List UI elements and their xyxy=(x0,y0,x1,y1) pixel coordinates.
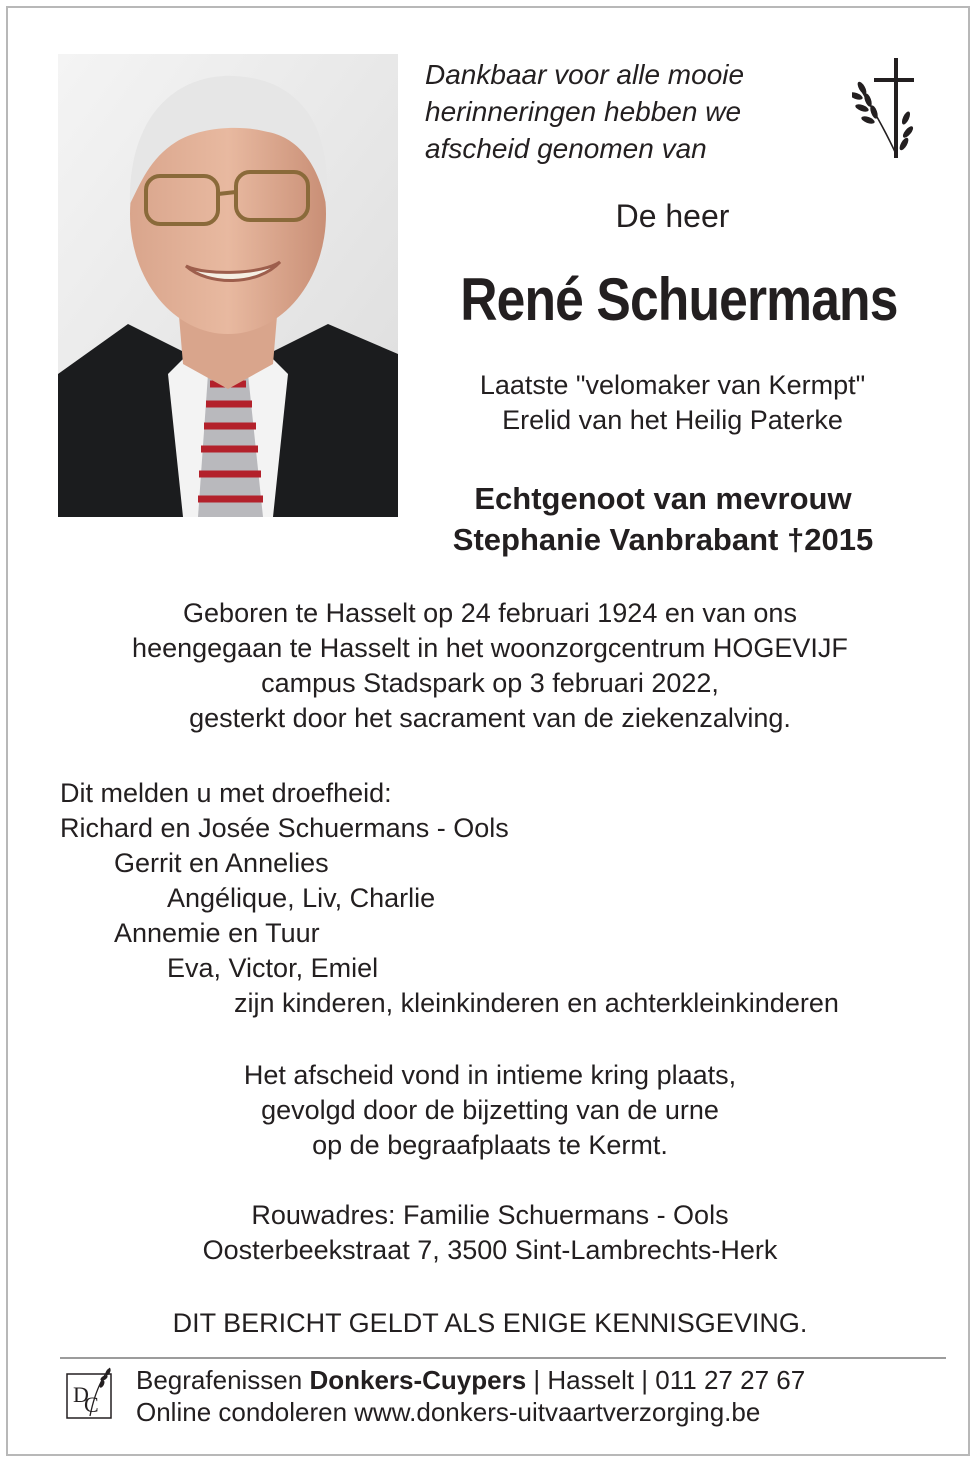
family-member: Annemie en Tuur xyxy=(114,918,320,948)
farewell-line: op de begraafplaats te Kermt. xyxy=(312,1130,668,1160)
birth-death-line: gesterkt door het sacrament van de ziekenzalving. xyxy=(189,703,791,733)
deceased-name: René Schuermans xyxy=(460,266,898,333)
footer-divider xyxy=(60,1357,946,1359)
family-intro: Dit melden u met droefheid: xyxy=(60,778,392,808)
family-member: Richard en Josée Schuermans - Ools xyxy=(60,813,509,843)
farewell-text xyxy=(40,1058,940,1163)
epithets xyxy=(420,368,925,438)
footer-details: | Hasselt | 011 27 27 67 xyxy=(526,1365,806,1395)
family-relation: zijn kinderen, kleinkinderen en achterkleinkinderen xyxy=(234,988,839,1018)
footer-company-line xyxy=(136,1364,956,1396)
footer xyxy=(136,1364,956,1428)
spouse-info xyxy=(398,478,928,560)
spouse-line: Stephanie Vanbrabant †2015 xyxy=(452,522,874,557)
spouse-line: Echtgenoot van mevrouw xyxy=(474,481,852,516)
address-line: Oosterbeekstraat 7, 3500 Sint-Lambrechts-Herk xyxy=(202,1235,778,1265)
cross-with-wheat-icon xyxy=(852,58,914,162)
dc-monogram-logo xyxy=(64,1366,120,1422)
birth-death-text xyxy=(40,596,940,736)
epithet-line: Erelid van het Heilig Paterke xyxy=(502,405,843,435)
intro-line: Dankbaar voor alle mooie xyxy=(425,59,745,90)
address-line: Rouwadres: Familie Schuermans - Ools xyxy=(251,1200,729,1230)
notice-text: DIT BERICHT GELDT ALS ENIGE KENNISGEVING. xyxy=(172,1308,808,1338)
svg-text:D: D xyxy=(73,1382,89,1407)
family-member: Gerrit en Annelies xyxy=(114,848,329,878)
farewell-line: Het afscheid vond in intieme kring plaats, xyxy=(243,1060,737,1090)
footer-online-line: Online condoleren www.donkers-uitvaartverzorging.be xyxy=(136,1397,761,1427)
family-member: Eva, Victor, Emiel xyxy=(167,953,379,983)
company-name: Donkers-Cuypers xyxy=(309,1365,527,1395)
farewell-line: gevolgd door de bijzetting van de urne xyxy=(261,1095,719,1125)
family-list xyxy=(60,776,940,1021)
epithet-line: Laatste "velomaker van Kermpt" xyxy=(479,370,866,400)
honorific-title: De heer xyxy=(615,198,730,234)
svg-text:C: C xyxy=(84,1392,99,1417)
portrait-photo xyxy=(58,54,398,517)
intro-line: herinneringen hebben we xyxy=(425,96,742,127)
intro-line: afscheid genomen van xyxy=(425,133,707,164)
birth-death-line: heengegaan te Hasselt in het woonzorgcentrum HOGEVIJF xyxy=(132,633,848,663)
intro-text xyxy=(425,56,845,167)
mourning-address xyxy=(40,1198,940,1268)
birth-death-line: campus Stadspark op 3 februari 2022, xyxy=(261,668,719,698)
birth-death-line: Geboren te Hasselt op 24 februari 1924 en van ons xyxy=(183,598,797,628)
footer-prefix: Begrafenissen xyxy=(136,1365,310,1395)
family-member: Angélique, Liv, Charlie xyxy=(167,883,436,913)
